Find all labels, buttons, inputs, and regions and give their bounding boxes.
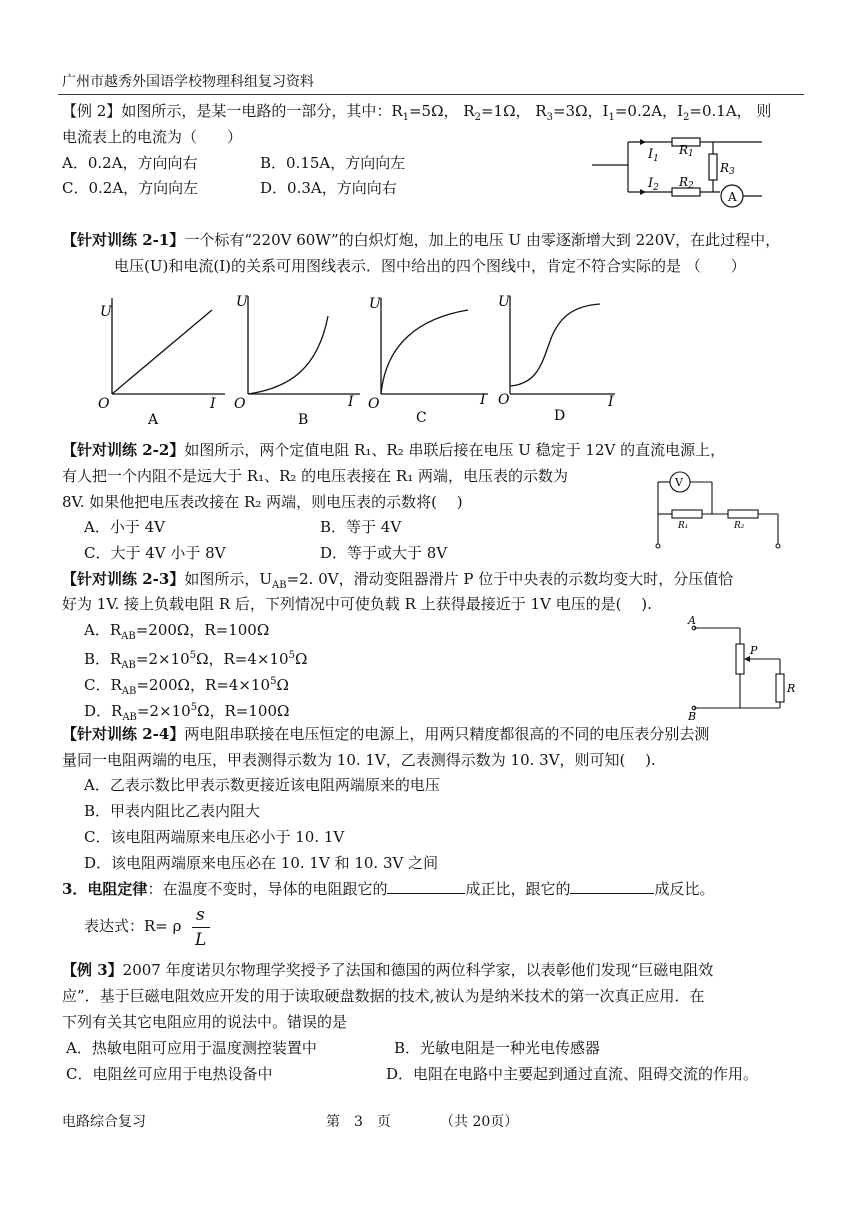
graph-a-i: I: [210, 396, 216, 412]
graph-a-u: U: [100, 304, 112, 320]
t22-option-d: D．等于或大于 8V: [320, 544, 448, 562]
graph-d-o: O: [498, 392, 510, 408]
footer-page: 第 3 页: [326, 1114, 391, 1130]
t23-label-b: B: [688, 710, 697, 722]
graph-d-i: I: [608, 394, 614, 410]
t22-stem-line3: 8V. 如果他把电压表改接在 R₂ 两端，则电压表的示数将( ): [62, 493, 463, 511]
graph-d-label: D: [554, 408, 566, 424]
graph-c-label: C: [416, 410, 427, 426]
t23-option-d: D．$R_{AB}=2\times 10^5\Omega$，R=100Ω: [84, 702, 290, 723]
t23-label-r: R: [787, 682, 796, 695]
t24-option-a: A．乙表示数比甲表示数更接近该电阻两端原来的电压: [84, 776, 440, 794]
t23-stem-line1: 【针对训练 2-3】如图所示，$U_{AB}=2$. 0V，滑动变阻器滑片 P 位于中央表的示数均变大时，分压值恰: [62, 570, 734, 591]
t22-circuit-diagram: [650, 466, 790, 554]
t24-stem-line1: 【针对训练 2-4】两电阻串联接在电压恒定的电源上，用两只精度都很高的不同的电压表分别去测: [62, 725, 710, 743]
ex3-option-d: D．电阻在电路中主要起到通过直流、阻碍交流的作用。: [386, 1065, 759, 1083]
ex2-label-r1: R1: [679, 143, 694, 159]
ex2-label-i1: $I_1$: [648, 147, 659, 164]
t22-stem-line1: 【针对训练 2-2】如图所示，两个定值电阻 R₁、R₂ 串联后接在电压 U 稳定于 12V 的直流电源上，: [62, 441, 726, 459]
ex3-stem-line3: 下列有关其它电阻应用的说法中。错误的是: [62, 1013, 348, 1031]
ex2-option-d: D．0.3A，方向向右: [260, 179, 397, 197]
blank-1: [387, 879, 465, 894]
graph-a-label: A: [148, 412, 159, 428]
t24-option-d: D．该电阻两端原来电压必在 10. 1V 和 10. 3V 之间: [84, 854, 439, 872]
t22-stem-line2: 有人把一个内阻不是远大于 R₁、R₂ 的电压表接在 R₁ 两端，电压表的示数为: [62, 467, 568, 485]
graph-c-i: I: [480, 392, 486, 408]
ex2-label-r2: R2: [679, 175, 694, 191]
t21-ui-graphs: [90, 288, 630, 428]
graph-b-i: I: [348, 394, 354, 410]
t22-voltmeter-label: V: [675, 476, 683, 489]
ex2-option-a: A．0.2A，方向向右: [62, 154, 198, 172]
graph-b-o: O: [234, 396, 246, 412]
t22-option-a: A．小于 4V: [84, 518, 165, 536]
t23-stem-line2: 好为 1V. 接上负载电阻 R 后，下列情况中可使负载 R 上获得最接近于 1V 电压的是( ).: [62, 595, 652, 613]
ex2-option-b: B．0.15A，方向向左: [260, 154, 406, 172]
page-header-title: 广州市越秀外国语学校物理科组复习资料: [62, 74, 314, 90]
ex3-option-c: C．电阻丝可应用于电热设备中: [66, 1065, 273, 1083]
footer-title: 电路综合复习: [62, 1114, 146, 1130]
graph-d-u: U: [498, 294, 510, 310]
graph-c-o: O: [368, 396, 380, 412]
graph-b-label: B: [298, 412, 309, 428]
t22-label-r2: R₂: [734, 521, 745, 531]
law-fraction-denominator: L: [195, 930, 207, 950]
t23-label-a: A: [688, 614, 696, 627]
graph-a-o: O: [98, 396, 110, 412]
blank-2: [570, 879, 654, 894]
t21-stem-line1: 【针对训练 2-1】一个标有“220V 60W”的白炽灯炮，加上的电压 U 由零逐渐增大到 220V，在此过程中，: [62, 231, 781, 249]
ex2-label-r3: R3: [720, 161, 735, 177]
ex3-stem-line1: 【例 3】2007 年度诺贝尔物理学奖授予了法国和德国的两位科学家，以表彰他们发现“巨磁电阻效: [62, 961, 714, 979]
t24-stem-line2: 量同一电阻两端的电压，甲表测得示数为 10. 1V，乙表测得示数为 10. 3V，则可知( ).: [62, 751, 656, 769]
resistance-law: 3．电阻定律：在温度不变时，导体的电阻跟它的 成正比，跟它的 成反比。: [62, 880, 715, 898]
graph-b-u: U: [236, 294, 248, 310]
t22-option-c: C．大于 4V 小于 8V: [84, 544, 226, 562]
ex2-label-i2: $I_2$: [648, 176, 659, 193]
ex2-stem: 【例 2】如图所示，是某一电路的一部分，其中：$R_1=5\Omega$， $R_2=1\Omega$， $R_3=3\Omega$，$I_1=0.2A$，$I_2=0.1A$， 则: [62, 102, 772, 123]
t21-stem-line2: 电压(U)和电流(I)的关系可用图线表示．图中给出的四个图线中，肯定不符合实际的是 （ ）: [114, 257, 746, 275]
law-expression-label: 表达式：R= ρ: [84, 917, 182, 935]
t24-option-c: C．该电阻两端原来电压必小于 10. 1V: [84, 828, 345, 846]
footer-total: （共 20页）: [440, 1114, 519, 1130]
ex2-circuit-diagram: [590, 130, 770, 212]
ex3-stem-line2: 应”．基于巨磁电阻效应开发的用于读取硬盘数据的技术,被认为是纳米技术的第一次真正应用．在: [62, 987, 705, 1005]
t22-option-b: B．等于 4V: [320, 518, 402, 536]
t24-option-b: B．甲表内阻比乙表内阻大: [84, 802, 261, 820]
ex2-option-c: C．0.2A，方向向左: [62, 179, 199, 197]
t23-circuit-diagram: [684, 612, 804, 722]
t23-option-b: B．$R_{AB}=2\times 10^5\Omega$，$R=4\times 10^5\Omega$: [84, 650, 308, 671]
ex3-option-b: B．光敏电阻是一种光电传感器: [394, 1039, 601, 1057]
header-rule: [58, 94, 804, 95]
t23-option-c: C．$R_{AB}=200\Omega$，$R=4\times 10^5\Omega$: [84, 676, 289, 697]
t23-option-a: A．$R_{AB}=200\Omega$，R=100Ω: [84, 621, 270, 642]
law-fraction-numerator: s: [196, 905, 205, 925]
ex2-stem-line2: 电流表上的电流为（ ）: [62, 128, 243, 146]
graph-c-u: U: [369, 296, 381, 312]
ex2-ammeter-label: A: [728, 190, 737, 204]
t23-label-p: P: [750, 644, 758, 657]
t22-label-r1: R₁: [678, 521, 689, 531]
ex3-option-a: A．热敏电阻可应用于温度测控装置中: [66, 1039, 317, 1057]
